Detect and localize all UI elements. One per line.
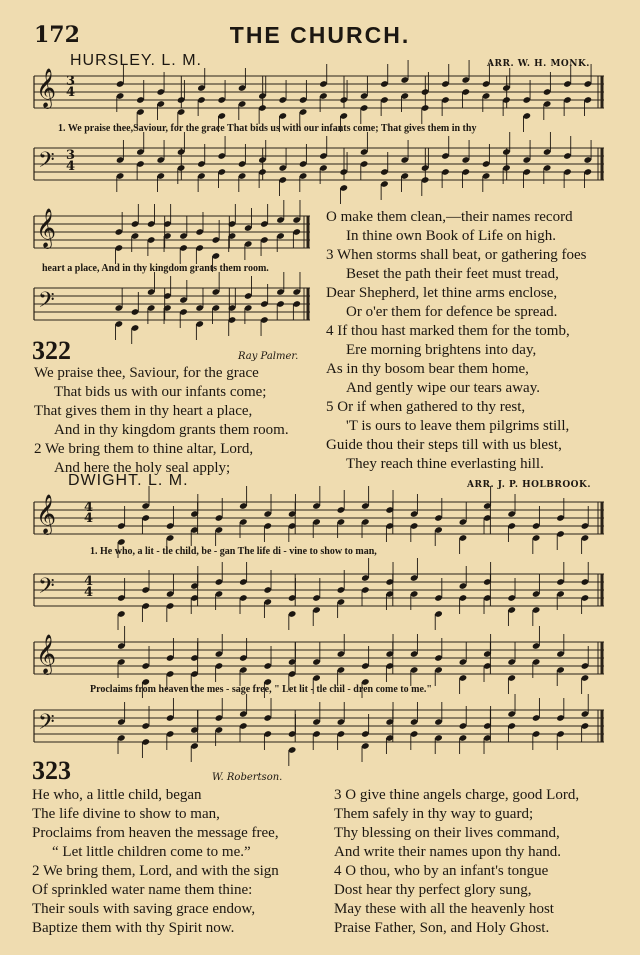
treble-clef-icon: 𝄞 [36, 634, 57, 674]
author-322: Ray Palmer. [238, 351, 299, 362]
time-signature: 3 4 [66, 74, 76, 100]
hymn-323-text-right: 3 O give thine angels charge, good Lord, Them safely in thy way to guard; Thy blessing on their lives command, And write their names upon thy hand. 4 O thou, who by an infant's tongue Dost hear thy perfect glory sung, May these with all the heavenly host Praise Father, Son, and Holy Ghost. [334, 787, 580, 936]
hursley-bass-staff-2 [34, 282, 310, 332]
dwight-treble-staff-2 [34, 636, 604, 686]
hursley-treble-staff-1 [34, 70, 604, 120]
time-signature-dwight-bass: 4 4 [84, 574, 94, 600]
hymn-number-323: 323 [32, 756, 71, 785]
tune-name-hursley: HURSLEY. L. M. [70, 52, 202, 69]
arranger-hursley: ARR. W. H. MONK. [487, 59, 590, 69]
page-number: 172 [34, 22, 80, 48]
bass-clef-icon: 𝄢 [38, 148, 55, 178]
bass-clef-icon: 𝄢 [38, 288, 55, 318]
tune-name-dwight: DWIGHT. L. M. [68, 472, 189, 489]
time-signature-dwight: 4 4 [84, 500, 94, 526]
hursley-treble-staff-2 [34, 210, 310, 260]
bass-clef-icon: 𝄢 [38, 710, 55, 740]
treble-clef-icon: 𝄞 [36, 68, 57, 108]
hymn-322-text-right: O make them clean,—their names record In thine own Book of Life on high. 3 When storms shall beat, or gathering foes Beset the path their feet must tread, Dear Shepherd, let thine arms enclose, Or o'er them for defence be spread. 4 If thou hast marked them for the tomb, Ere morning brightens into day, As in thy bosom bear them home, And gently wipe our tears away. 5 Or if when gathered to thy rest, 'T is ours to leave them pilgrims still, Guide thou their steps till with us blest, They reach thine everlasting hill. [326, 209, 587, 472]
dwight-bass-staff-1 [34, 568, 604, 618]
arranger-dwight: ARR. J. P. HOLBROOK. [467, 480, 591, 490]
hymn-number-322: 322 [32, 336, 71, 365]
author-323: W. Robertson. [212, 772, 283, 783]
treble-clef-icon: 𝄞 [36, 494, 57, 534]
treble-clef-icon: 𝄞 [36, 208, 57, 248]
hursley-bass-staff-1 [34, 142, 604, 192]
dwight-underlay-1: 1. He who, a lit - tle child, be - gan The life di - vine to show to man, [90, 546, 377, 557]
time-signature-bass: 3 4 [66, 148, 76, 174]
hymn-322-text-left: We praise thee, Saviour, for the grace That bids us with our infants come; That gives them in thy heart a place, And in thy kingdom grants them room. 2 We bring them to thine altar, Lord, And here the holy seal apply; [34, 365, 289, 476]
hursley-underlay-1: 1. We praise thee,Saviour, for the grace That bids us with our infants come; That gives them in thy [58, 123, 477, 134]
bass-clef-icon: 𝄢 [38, 574, 55, 604]
hursley-underlay-2: heart a place, And in thy kingdom grants them room. [42, 263, 269, 274]
dwight-underlay-2: Proclaims from heaven the mes - sage free, " Let lit - tle chil - dren come to me." [90, 684, 432, 695]
page-heading: THE CHURCH. [229, 22, 411, 48]
dwight-bass-staff-2 [34, 704, 604, 754]
hymn-323-text-left: He who, a little child, began The life divine to show to man, Proclaims from heaven the message free, “ Let little children come to me.” 2 We bring them, Lord, and with the sign Of sprinkled water name them thine: Their souls with saving grace endow, Baptize them with thy Spirit now. [32, 787, 279, 936]
dwight-treble-staff-1 [34, 496, 604, 546]
